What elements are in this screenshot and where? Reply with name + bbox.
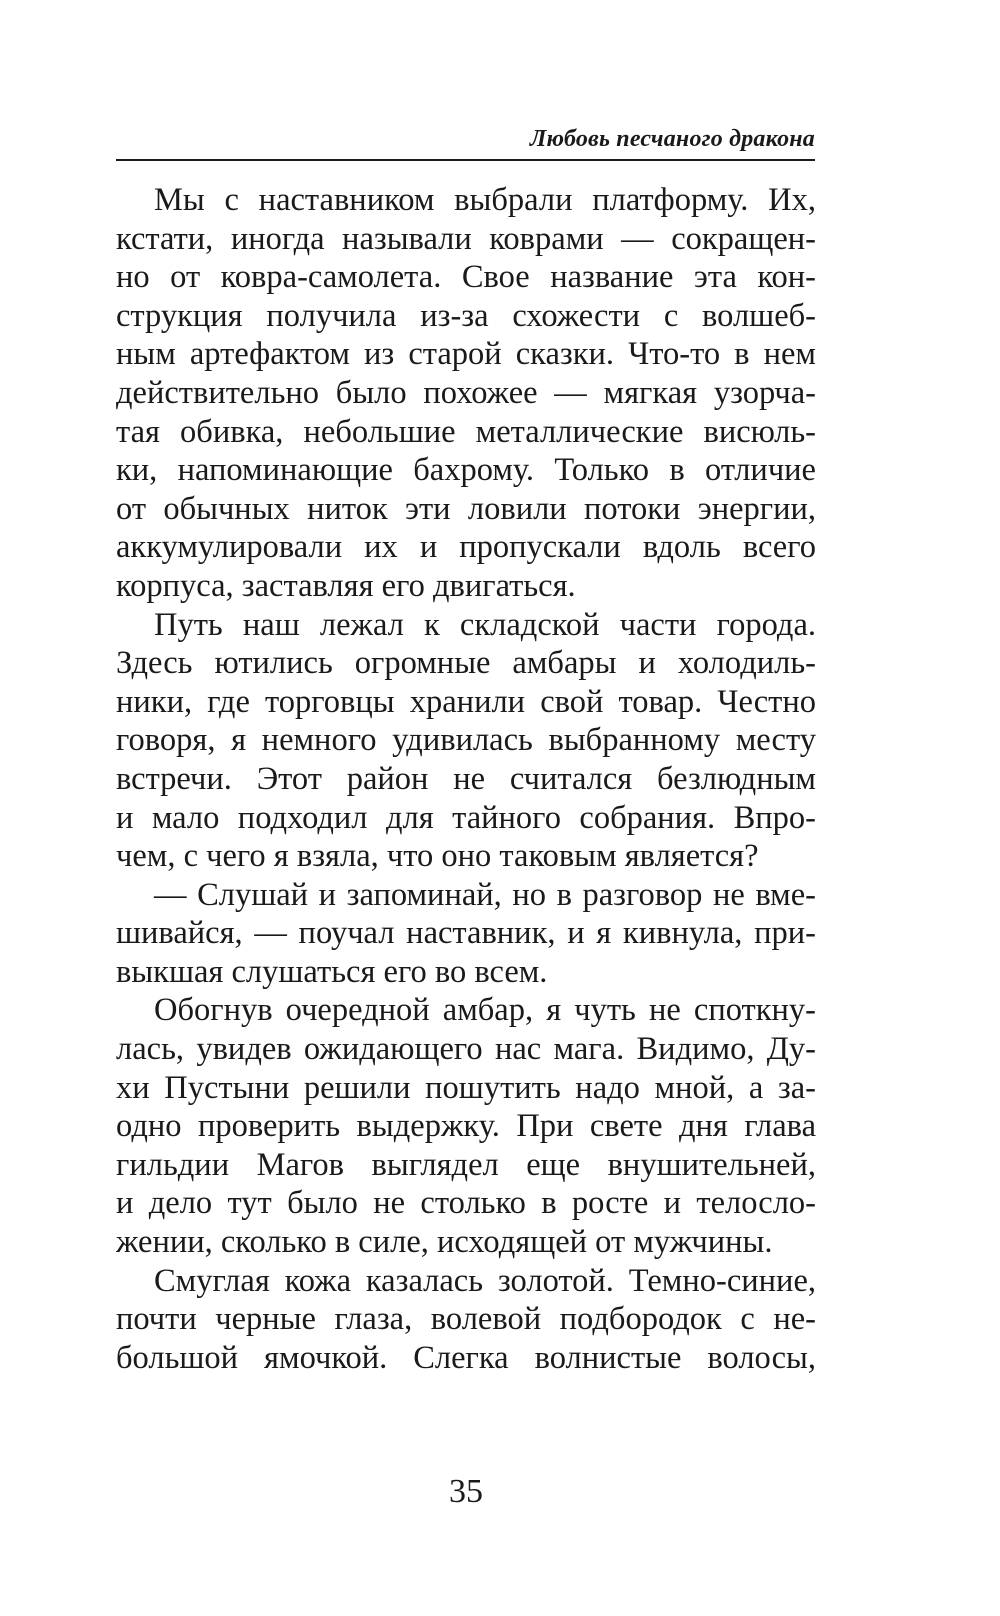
body-text [116,181,816,1377]
text-line: чем, с чего я взяла, что оно таковым является? [116,838,759,875]
text-line: ным артефактом из старой сказки. Что-то в нем [116,336,816,373]
text-line: шивайся, — поучал наставник, и я кивнула, при- [116,915,816,952]
text-line: струкция получила из-за схожести с волшеб- [116,297,816,334]
text-line: Мы с наставником выбрали платформу. Их, [154,182,816,218]
text-line: встречи. Этот район не считался безлюдным [116,760,816,797]
text-line: тая обивка, небольшие металлические висюль- [116,413,816,450]
text-line: — Слушай и запоминай, но в разговор не вме- [154,876,816,913]
text-line: ки, напоминающие бахрому. Только в отличие [116,452,816,489]
text-line: почти черные глаза, волевой подбородок с не- [116,1301,816,1338]
running-header [116,126,815,161]
text-line: одно проверить выдержку. При свете дня глава [116,1108,816,1145]
text-line: корпуса, заставляя его двигаться. [116,567,576,604]
text-line: Смуглая кожа казалась золотой. Темно-синие, [154,1262,816,1299]
text-line: действительно было похожее — мягкая узорча- [116,374,816,411]
text-line: Обогнув очередной амбар, я чуть не споткну- [154,992,816,1029]
text-line: выкшая слушаться его во всем. [116,953,548,990]
text-line: аккумулировали их и пропускали вдоль всего [116,529,816,566]
text-line: хи Пустыни решили пошутить надо мной, а за- [116,1069,816,1106]
text-line: лась, увидев ожидающего нас мага. Видимо, Ду- [116,1031,816,1068]
running-title: Любовь песчаного дракона [529,126,815,152]
text-line: говоря, я немного удивилась выбранному месту [116,722,816,759]
text-line: Путь наш лежал к складской части города. [154,606,816,643]
text-line: и мало подходил для тайного собрания. Впро- [116,799,816,836]
text-line: жении, сколько в силе, исходящей от мужчины. [116,1224,773,1261]
text-line: кстати, иногда называли коврами — сокращен- [116,220,816,257]
text-line: от обычных ниток эти ловили потоки энергии, [116,490,816,527]
text-line: гильдии Магов выглядел еще внушительней, [116,1146,816,1183]
text-line: и дело тут было не столько в росте и телосло- [116,1185,816,1222]
page-number: 35 [449,1473,483,1510]
text-line: Здесь ютились огромные амбары и холодиль- [116,645,816,682]
text-line: большой ямочкой. Слегка волнистые волосы, [116,1339,816,1376]
text-line: ники, где торговцы хранили свой товар. Честно [116,683,816,720]
text-line: но от ковра-самолета. Свое название эта кон- [116,259,816,296]
